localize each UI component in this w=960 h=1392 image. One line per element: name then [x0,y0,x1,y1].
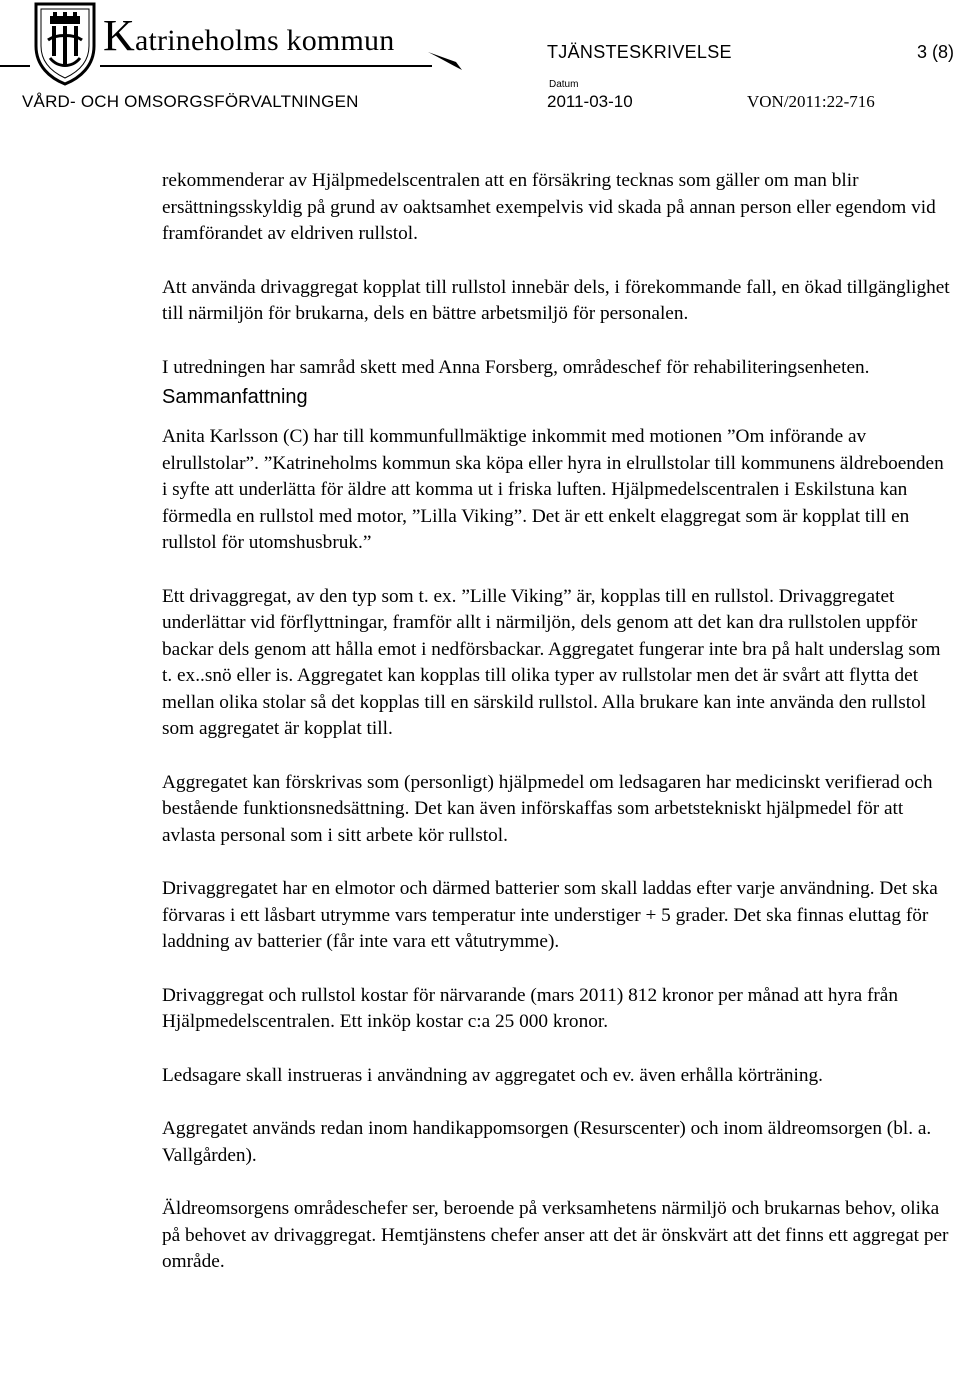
paragraph: Aggregatet kan förskrivas som (personligt) hjälpmedel om ledsagaren har medicinskt verifierad och bestående funktionsnedsättning. Det kan även införskaffas som arbetstekniskt hjälpmedel för att avlasta personal som i sitt arbete kör rullstol. [162,771,933,846]
paragraph: Att använda drivaggregat kopplat till rullstol innebär dels, i förekommande fall, en ökad tillgänglighet till närmiljön för brukarna, dels en bättre arbetsmiljö för personalen. [162,276,950,324]
date-label: Datum [549,79,579,90]
document-header [0,0,960,120]
paragraph: Drivaggregat och rullstol kostar för närvarande (mars 2011) 812 kronor per månad att hyra från Hjälpmedelscentralen. Ett inköp kostar c:a 25 000 kronor. [162,984,898,1032]
section-heading: Sammanfattning [162,386,308,408]
header-swoosh-line [0,40,470,80]
paragraph: Aggregatet används redan inom handikappomsorgen (Resurscenter) och inom äldreomsorgen (bl. a. Vallgården). [162,1118,932,1166]
paragraph: Äldreomsorgens områdeschefer ser, beroende på verksamhetens närmiljö och brukarnas behov, olika på behovet av drivaggregat. Hemtjänstens chefer anser att det är önskvärt att det finns ett aggregat per område. [162,1198,949,1272]
paragraph: Ledsagare skall instrueras i användning av aggregatet och ev. även erhålla körträning. [162,1064,824,1086]
document-body [162,168,952,1303]
document-date: 2011-03-10 [547,92,633,111]
paragraph: Ett drivaggregat, av den typ som t. ex. ”Lille Viking” är, kopplas till en rullstol. Drivaggregatet underlättar vid förflyttningar, framför allt i närmiljön, dels genom att det kan dra rullstolen uppför backar dels genom att hålla emot i nedförsbackar. Aggregatet fungerar inte bra på halt underslag som t. ex..snö eller is. Aggregatet kan kopplas till olika typer av rullstolar men det är svårt att flytta det mellan olika stolar så det kopplas till en särskild rullstol. Alla brukare kan inte använda den rullstol som aggregatet är kopplat till. [162,585,941,739]
document-type: TJÄNSTESKRIVELSE [547,42,732,62]
paragraph: Anita Karlsson (C) har till kommunfullmäktige inkommit med motionen ”Om införande av elrullstolar”. ”Katrineholms kommun ska köpa eller hyra in elrullstolar till kommunens äldreboenden i syfte att underlätta för äldre att komma ut i friska luften. Hjälpmedelscentralen i Eskilstuna kan förmedla en rullstol med motor, ”Lilla Viking”. Det är ett enkelt elaggregat som är kopplat till en rullstol för utomshusbruk.” [162,426,944,553]
reference-number: VON/2011:22-716 [747,92,875,111]
paragraph: Drivaggregatet har en elmotor och därmed batterier som skall laddas efter varje användning. Det ska förvaras i ett låsbart utrymme vars temperatur inte understiger + 5 grader. Det ska finnas eluttag för laddning av batterier (får inte vara ett våtutrymme). [162,878,938,952]
paragraph: rekommenderar av Hjälpmedelscentralen att en försäkring tecknas som gäller om man blir ersättningsskyldig på grund av oaktsamhet exempelvis vid skada på annan person eller egendom vid framförandet av eldriven rullstol. [162,170,936,244]
paragraph: I utredningen har samråd skett med Anna Forsberg, områdeschef för rehabiliteringsenheten. [162,356,870,378]
department-name: VÅRD- OCH OMSORGSFÖRVALTNINGEN [22,92,359,111]
organization-name: Katrineholms kommun [103,11,395,60]
page-number: 3 (8) [916,42,954,62]
